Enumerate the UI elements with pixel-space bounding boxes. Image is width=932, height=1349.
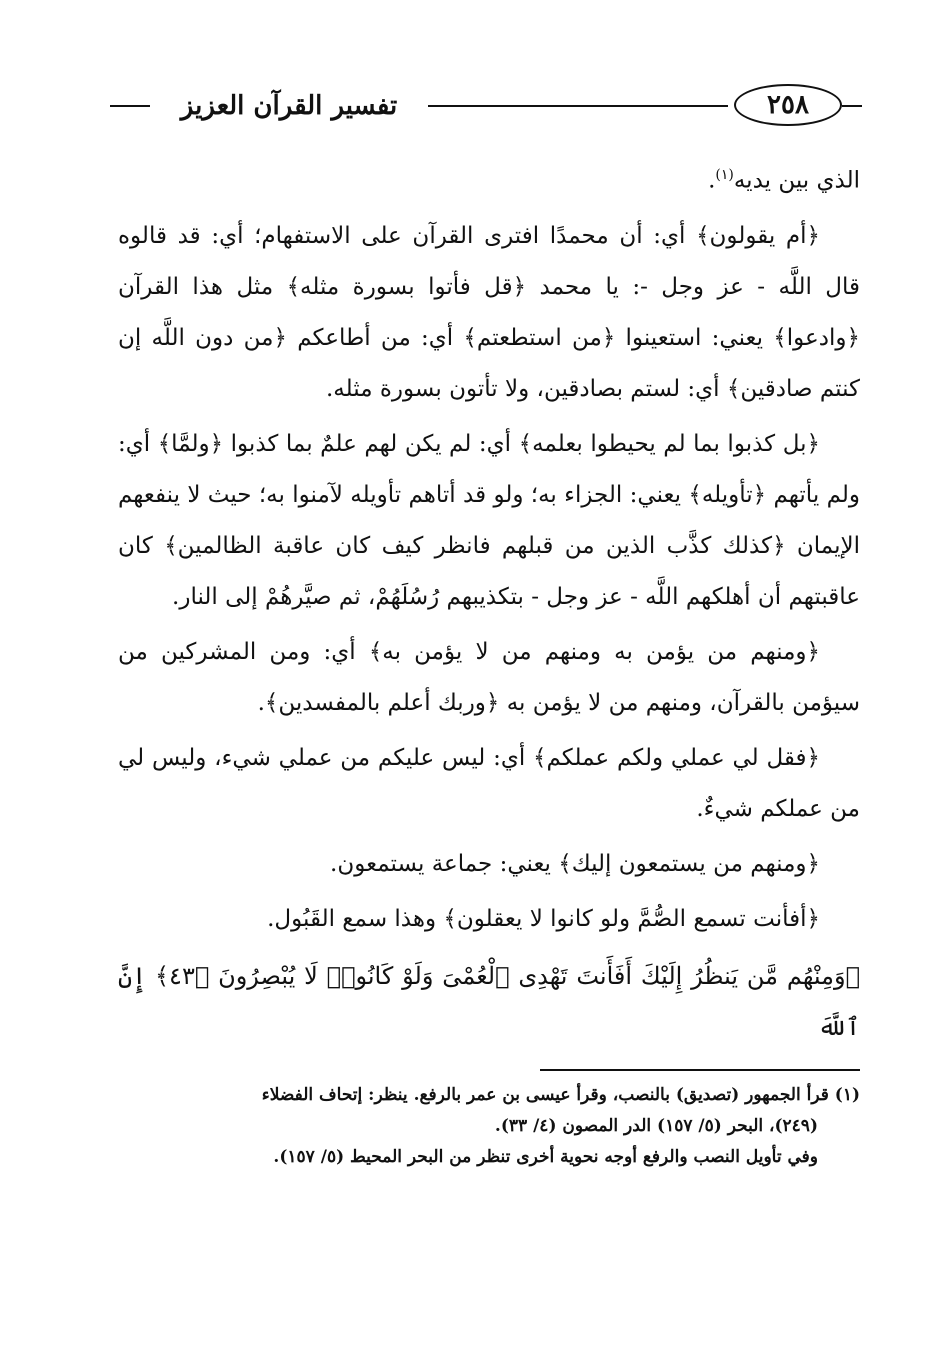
paragraph-4: ﴿ومنهم من يؤمن به ومنهم من لا يؤمن به﴾ أي: ومن المشركين من سيؤمن بالقرآن، ومنهم من لا يؤمن به ﴿وربك أعلم بالمفسدين﴾.: [118, 638, 860, 716]
body-text: [118, 150, 860, 1057]
footnote-line-2: (٢٤٩)، البحر (٥/ ١٥٧) الدر المصون (٤/ ٣٣).: [494, 1116, 818, 1136]
header-rule-middle: [428, 105, 728, 107]
page-number: ٢٥٨: [734, 84, 842, 126]
footnote-reference: (١): [715, 167, 734, 183]
paragraph-5: ﴿فقل لي عملي ولكم عملكم﴾ أي: ليس عليكم من عملي شيء، وليس لي من عملكم شيءٌ.: [118, 744, 860, 822]
footnote-separator: [540, 1069, 860, 1071]
paragraph-1: [118, 150, 860, 207]
paragraph-3: ﴿بل كذبوا بما لم يحيطوا بعلمه﴾ أي: لم يكن لهم علمٌ بما كذبوا ﴿ولمَّا﴾ أي: ولم يأتهم ﴿تأويله﴾ يعني: الجزاء به؛ ولو قد أتاهم تأويله لآمنوا به؛ حيث لا ينفعهم الإيمان ﴿كذلك كذَّب الذين من قبلهم فانظر كيف كان عاقبة الظالمين﴾ كان عاقبتهم أن أهلكهم اللَّه - عز وجل - بتكذيبهم رُسُلَهُمْ، ثم صيَّرهُمْ إلى النار.: [118, 430, 860, 610]
paragraph-1-end: .: [708, 167, 716, 194]
page-header: [110, 84, 862, 128]
footnotes: [170, 1080, 860, 1173]
header-rule-right: [842, 105, 862, 107]
paragraph-6: ﴿ومنهم من يستمعون إليك﴾ يعني: جماعة يستمعون.: [330, 850, 820, 877]
footnote-line-1: (١) قرأ الجمهور (تصديق) بالنصب، وقرأ عيسى بن عمر بالرفع. ينظر: إتحاف الفضلاء: [261, 1085, 860, 1105]
paragraph-2: ﴿أم يقولون﴾ أي: أن محمدًا افترى القرآن على الاستفهام؛ أي: قد قالوه قال اللَّه - عز وجل -: يا محمد ﴿قل فأتوا بسورة مثله﴾ مثل هذا القرآن ﴿وادعوا﴾ يعني: استعينوا ﴿من استطعتم﴾ أي: من أطاعكم ﴿من دون اللَّه إن كنتم صادقين﴾ أي: لستم بصادقين، ولا تأتون بسورة مثله.: [118, 222, 860, 402]
quran-verse: ﴿وَمِنْهُم مَّن يَنظُرُ إِلَيْكَ أَفَأَنتَ تَهْدِى ٱلْعُمْىَ وَلَوْ كَانُوا۟ لَا يُبْصِرُونَ ﴿٤٣﴾ إِنَّ ٱللَّهَ: [118, 961, 860, 1041]
running-title: تفسير القرآن العزيز: [180, 91, 398, 121]
footnote-line-3: وفي تأويل النصب والرفع أوجه نحوية أخرى تنظر من البحر المحيط (٥/ ١٥٧).: [273, 1147, 818, 1167]
paragraph-1-text: الذي بين يديه: [733, 167, 860, 194]
header-rule-left: [110, 105, 150, 107]
paragraph-7: ﴿أفأنت تسمع الصُّمَّ ولو كانوا لا يعقلون﴾ وهذا سمع القَبُول.: [267, 905, 820, 932]
